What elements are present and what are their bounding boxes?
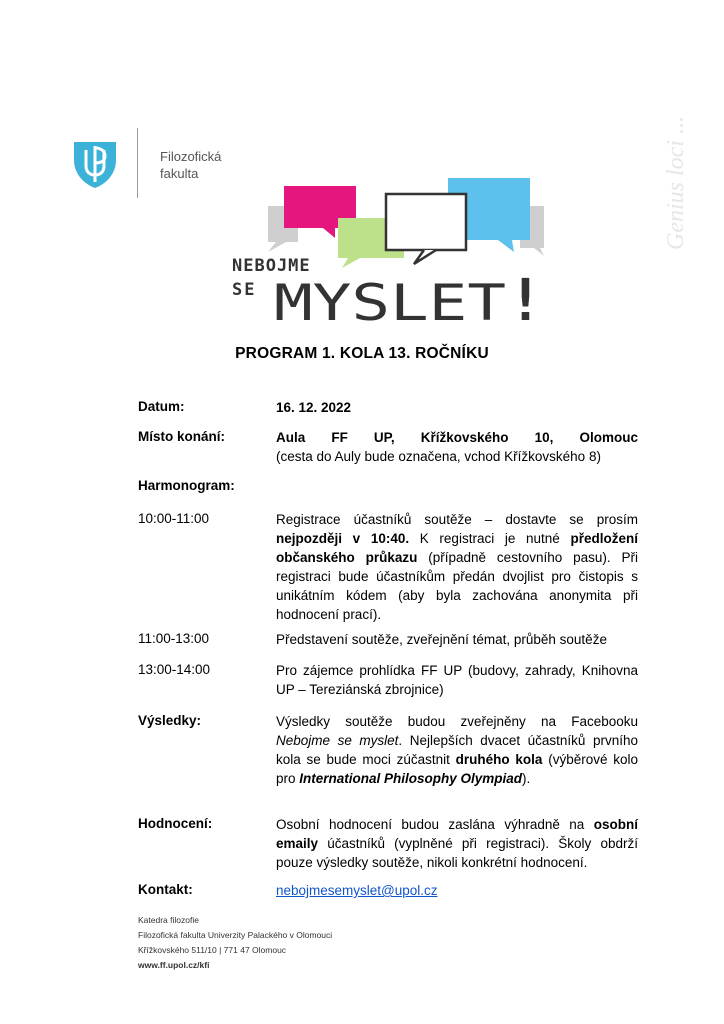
genius-loci-watermark [645, 40, 705, 260]
results-text-b: . Nejlepších dvacet účastníků prvního kola se bude moci zúčastnit [276, 733, 638, 767]
evaluation-personal-emails: osobní emaily [276, 817, 638, 851]
venue-value [276, 428, 638, 466]
results-olympiad-name: International Philosophy Olympiad [299, 771, 523, 786]
schedule-item-1-text-c: (případně cestovního pasu). Při registraci bude účastníkům předán dvojlist pro čistopis s unikátním kódem (aby byla zachována anonymita při hodnocení prací). [276, 550, 638, 622]
results-facebook-name: Nebojme se myslet [276, 733, 399, 748]
schedule-item-1 [276, 510, 638, 624]
footer [138, 913, 332, 973]
results-text-d: ). [522, 771, 531, 786]
results-text-a: Výsledky soutěže budou zveřejněny na Facebooku [276, 714, 638, 729]
watermark-text: Genius loci ... [663, 116, 689, 250]
schedule-time-1: 10:00-11:00 [138, 511, 210, 526]
schedule-item-1-text-a: Registrace účastníků soutěže – dostavte se prosím [276, 512, 638, 527]
schedule-label: Harmonogram: [138, 478, 235, 493]
evaluation-text-a: Osobní hodnocení budou zaslána výhradně na [276, 817, 594, 832]
schedule-item-1-text-b: K registraci je nutné [409, 531, 571, 546]
schedule-item-3: Pro zájemce prohlídka FF UP (budovy, zahrady, Knihovna UP – Tereziánská zbrojnice) [276, 663, 638, 697]
brand-word-myslet: MYSLET [274, 274, 506, 332]
faculty-name-line1: Filozofická [160, 149, 222, 164]
contact-email-link[interactable]: nebojmesemyslet@upol.cz [276, 883, 438, 898]
schedule-item-1-bold-a: nejpozději v 10:40. [276, 531, 410, 546]
contact-label: Kontakt: [138, 882, 193, 897]
document-title: PROGRAM 1. KOLA 13. ROČNÍKU [235, 345, 489, 362]
footer-website[interactable]: www.ff.upol.cz/kfi [138, 960, 210, 970]
contact-value [276, 881, 638, 900]
results-second-round: druhého kola [455, 752, 543, 767]
faculty-name [160, 148, 221, 182]
venue-note: (cesta do Auly bude označena, vchod Křížkovského 8) [276, 449, 601, 464]
university-shield-logo [72, 138, 118, 190]
header-divider [137, 128, 138, 198]
nebojme-se-myslet-logo [228, 176, 558, 336]
schedule-time-3: 13:00-14:00 [138, 662, 211, 677]
brand-word-nebojme: NEBOJME [232, 256, 311, 276]
venue-label: Místo konání: [138, 429, 225, 444]
results-label: Výsledky: [138, 713, 202, 728]
datum-value: 16. 12. 2022 [276, 400, 352, 415]
brand-word-se: SE [232, 280, 257, 300]
results-text-c: (výběrové kolo pro [276, 752, 639, 786]
schedule-item-2: Představení soutěže, zveřejnění témat, průběh soutěže [276, 632, 607, 647]
schedule-item-1-bold-b: předložení občanského průkazu [276, 531, 638, 565]
footer-address: Křížkovského 511/10 | 771 47 Olomouc [138, 945, 287, 955]
evaluation-text-b: účastníků (vyplněné při registraci). Školy obdrží pouze výsledky soutěže, nikoli konkrétní hodnocení. [276, 836, 638, 870]
evaluation-text [276, 815, 638, 872]
evaluation-label: Hodnocení: [138, 816, 213, 831]
datum-label: Datum: [138, 399, 185, 414]
venue-address: Aula FF UP, Křížkovského 10, Olomouc [276, 430, 638, 445]
footer-department: Katedra filozofie [138, 915, 199, 925]
faculty-name-line2: fakulta [160, 166, 199, 181]
results-text [276, 712, 638, 788]
footer-faculty: Filozofická fakulta Univerzity Palackého v Olomouci [138, 930, 333, 940]
schedule-time-2: 11:00-13:00 [138, 631, 210, 646]
brand-exclamation: ! [508, 266, 543, 334]
